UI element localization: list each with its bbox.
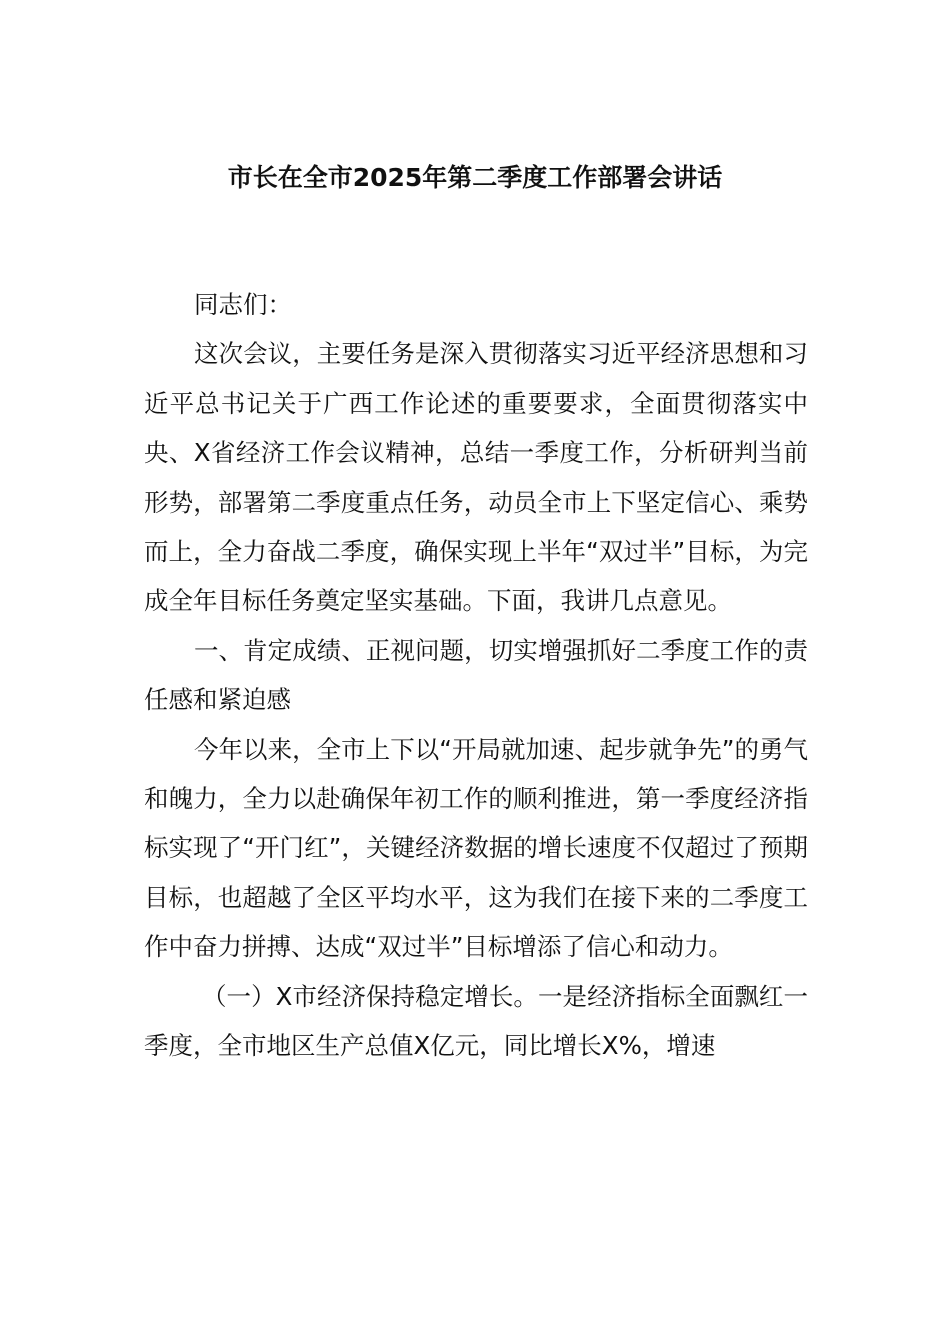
salutation-paragraph: 同志们： <box>194 290 292 319</box>
intro-paragraph: 这次会议，主要任务是深入贯彻落实习近平经济思想和习近平总书记关于广西工作论述的重要要求，全面贯彻落实中央、X省经济工作会议精神，总结一季度工作，分析研判当前形势，部署第二季度重点任务，动员全市上下坚定信心、乘势而上，全力奋战二季度，确保实现上半年“双过半”目标，为完成全年目标任务奠定坚实基础。下面，我讲几点意见。 <box>144 339 808 616</box>
subsection-paragraph-1: （一）X市经济保持稳定增长。一是经济指标全面飘红一季度，全市地区生产总值X亿元，同比增长X%，增速 <box>144 981 808 1061</box>
achievements-paragraph: 今年以来，全市上下以“开局就加速、起步就争先”的勇气和魄力，全力以赴确保年初工作的顺利推进，第一季度经济指标实现了“开门红”，关键经济数据的增长速度不仅超过了预期目标，也超越了全区平均水平，这为我们在接下来的二季度工作中奋力拼搏、达成“双过半”目标增添了信心和动力。 <box>144 734 808 962</box>
document-title: 市长在全市2025年第二季度工作部署会讲话 <box>227 163 723 192</box>
section-heading-1: 一、肯定成绩、正视问题，切实增强抓好二季度工作的责任感和紧迫感 <box>144 635 808 715</box>
document-body <box>144 280 808 1071</box>
